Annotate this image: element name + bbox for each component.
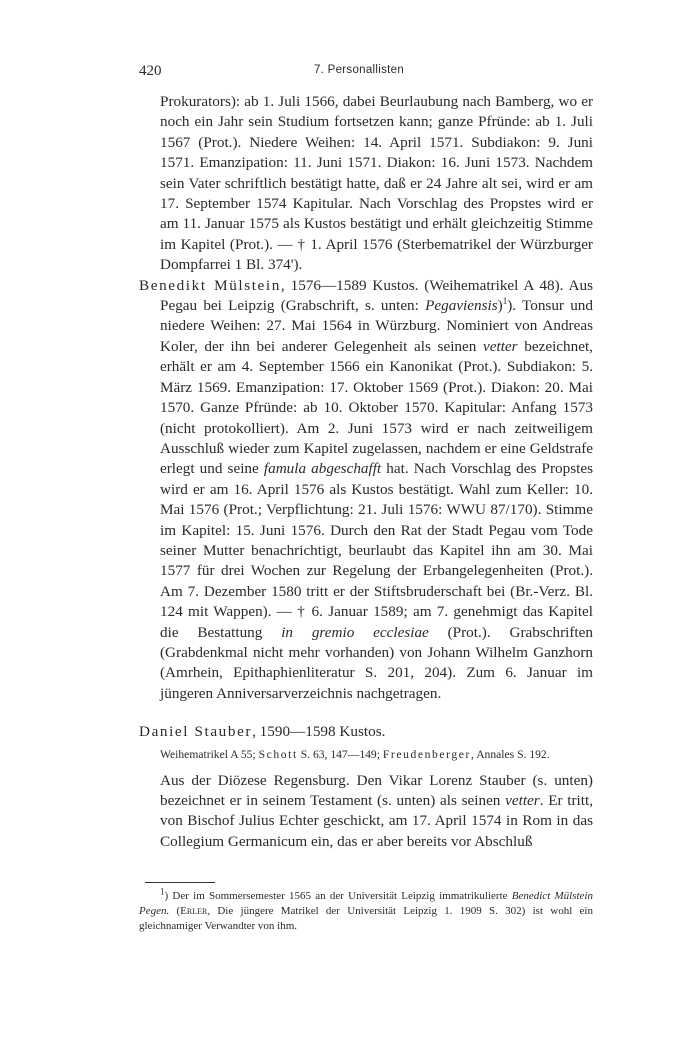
- continuation-paragraph: Prokurators): ab 1. Juli 1566, dabei Beurlaubung nach Bamberg, wo er noch ein Jahr sein Studium fortsetzen kann; ganze Pfründe: ab 1. Juli 1567 (Prot.). Niedere Weihen: 14. April 1571. Subdiakon: 9. Juni 1571. Emanzipation: 11. Juni 1571. Diakon: 16. Juni 1573. Nachdem sein Vater schriftlich bestätigt hatte, daß er 24 Jahre alt sei, wird er am 17. September 1574 Kapitular. Nach Vorschlag des Propstes wird er am 11. Januar 1575 als Kustos bestätigt und erhält gleichzeitig Stimme im Kapitel (Prot.). — † 1. April 1576 (Sterbematrikel der Würzburger Dompfarrei 1 Bl. 374').: [160, 93, 593, 274]
- footnote-mark: 1: [160, 886, 165, 897]
- entry-italic: Pegaviensis: [425, 297, 498, 315]
- entry-text: , 1576—1589 Kustos. (Weihematrikel A 48). Aus Pegau bei Leipzig (Grabschrift, s. unten:: [160, 276, 593, 315]
- entry-italic: vetter: [483, 337, 518, 355]
- sources-author: Freudenberger: [382, 747, 472, 761]
- page-header: [139, 63, 579, 83]
- entry-muelstein: Benedikt Mülstein, 1576—1589 Kustos. (Weihematrikel A 48). Aus Pegau bei Leipzig (Grabschrift, s. unten: Pegaviensis)$^1$). Tonsur und niedere Weihen: 27. Mai 1564 in Würzburg. Nominiert von Andreas Koler, der ihn bei anderer Gelegenheit als seinen vetter bezeichnet, erhält er am 4. September 1566 ein Kanonikat (Prot.). Subdiakon: 5. März 1569. Emanzipation: 17. Oktober 1569 (Prot.). Diakon: 20. Mai 1570. Ganze Pfründe: ab 10. Oktober 1570. Kapitular: Anfang 1573 (nicht protokolliert). Am 2. Juni 1573 wird er nach zeitweiligem Ausschluß wieder zum Kapitel zugelassen, nachdem er eine Geldstrafe erlegt und seine famula abgeschafft hat. Nach Vorschlag des Propstes wird er am 16. April 1576 als Kustos bestätigt. Wahl zum Keller: 10. Mai 1576 (Prot.; Verpflichtung: 21. Juli 1576: WWU 87/170). Stimme im Kapitel: 15. Juni 1576. Durch den Rat der Stadt Pegau vom Tode seiner Mutter benachrichtigt, beurlaubt das Kapitel ihn am 30. Mai 1577 für drei Wochen zur Regelung der Erbangelegenheiten (Prot.). Am 7. Dezember 1580 tritt er der Stiftsbruderschaft bei (Br.-Verz. Bl. 124 mit Wappen). — † 6. Januar 1589; am 7. genehmigt das Kapitel die Bestattung in gremio ecclesiae (Prot.). Grabschriften (Grabdenkmal nicht mehr vorhanden) von Johann Wilhelm Ganzhorn (Amrhein, Epithaphienliteratur S. 201, 204). Zum 6. Januar im jüngeren Anniversarverzeichnis nachgetragen.: [139, 276, 593, 702]
- entry-name: Daniel Stauber: [139, 723, 253, 741]
- entry-text: Aus der Diözese Regensburg. Den Vikar Lorenz Stauber (s. unten) bezeichnet er in seinem Testament (s. unten) als seinen: [160, 771, 593, 809]
- entry-name: Benedikt Mülstein: [139, 276, 281, 294]
- entry-text: . Er tritt, von Bischof Julius Echter geschickt, am 17. April 1574 in Rom in das Collegium Germanicum ein, das er aber bereits vor Abschluß: [160, 792, 593, 850]
- footnote: [139, 886, 593, 934]
- sources-text: , Annales S. 192.: [471, 747, 550, 761]
- sources-text: Weihematrikel A 55;: [160, 747, 259, 761]
- entry-text: hat. Nach Vorschlag des Propstes wird er am 16. April 1576 als Kustos bestätigt. Wahl zum Keller: 10. Mai 1576 (Prot.; Verpflichtung: 21. Juli 1576: WWU 87/170). Stimme im Kapitel: 15. Juni 1576. Durch den Rat der Stadt Pegau vom Tode seiner Mutter benachrichtigt, beurlaubt das Kapitel ihn am 30. Mai 1577 für drei Wochen zur Regelung der Erbangelegenheiten (Prot.). Am 7. Dezember 1580 tritt er der Stiftsbruderschaft bei (Br.-Verz. Bl. 124 mit Wappen). — † 6. Januar 1589; am 7. genehmigt das Kapitel die Bestattung: [160, 460, 593, 641]
- entry-heading-stauber: [139, 722, 593, 742]
- footnote-author: Erler: [180, 905, 208, 917]
- page-number: 420: [139, 63, 162, 79]
- entry-heading-text: , 1590—1598 Kustos.: [252, 723, 386, 741]
- sources-author: Schott: [258, 747, 298, 761]
- running-head: 7. Personallisten: [313, 64, 405, 76]
- footnote-part: (: [169, 905, 181, 917]
- footnote-italic: Benedict Mülstein Pegen.: [139, 890, 593, 917]
- entry-sources: [160, 747, 593, 763]
- sources-text: S. 63, 147—149;: [297, 747, 383, 761]
- entry-text: bezeichnet, erhält er am 4. September 1566 ein Kanonikat (Prot.). Subdiakon: 5. März 1569. Emanzipation: 17. Oktober 1569 (Prot.). Diakon: 20. Mai 1570. Ganze Pfründe: ab 10. Oktober 1570. Kapitular: Anfang 1573 (nicht protokolliert). Am 2. Juni 1573 wird er nach zeitweiligem Ausschluß wieder zum Kapitel zugelassen, nachdem er eine Geldstrafe erlegt und seine: [160, 337, 593, 478]
- footnote-divider: [145, 882, 215, 883]
- entry-italic: vetter: [505, 792, 540, 809]
- entry-italic: famula abgeschafft: [263, 460, 382, 478]
- footnote-part: ) Der im Sommersemester 1565 an der Universität Leipzig immatrikulierte: [164, 890, 512, 902]
- footnote-text: [139, 886, 593, 934]
- entry-text: (Prot.). Grabschriften (Grabdenkmal nicht mehr vorhanden) von Johann Wilhelm Ganzhorn (Amrhein, Epithaphienliteratur S. 201, 204). Zum 6. Januar im jüngeren Anniversarverzeichnis nachgetragen.: [160, 623, 593, 702]
- section-gap: [139, 704, 593, 722]
- entry-text: ). Tonsur und niedere Weihen: 27. Mai 1564 in Würzburg. Nominiert von Andreas Koler, der ihn bei anderer Gelegenheit als seinen: [160, 297, 593, 355]
- entry-italic: in gremio ecclesiae: [281, 623, 429, 641]
- entry-stauber-text: [160, 771, 593, 853]
- footnote-reference[interactable]: 1: [502, 296, 508, 306]
- page-body: [139, 92, 593, 852]
- footnote-part: , Die jüngere Matrikel der Universität Leipzig 1. 1909 S. 302) ist wohl ein gleichnamiger Verwandter von ihm.: [139, 905, 593, 932]
